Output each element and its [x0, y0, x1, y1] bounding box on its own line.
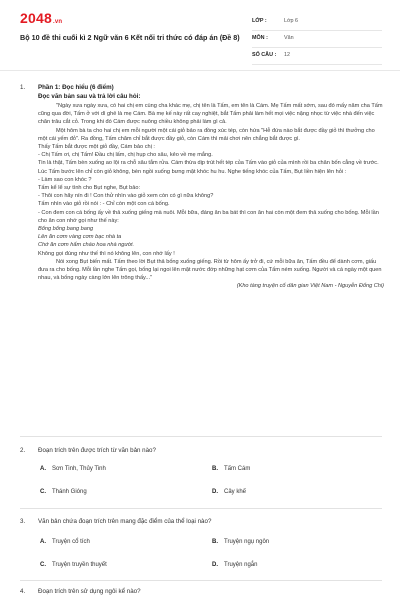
option-letter: C. — [40, 562, 46, 568]
question-text: Văn bản chứa đoạn trích trên mang đặc điểm của thể loại nào? — [38, 518, 212, 525]
passage-paragraph: Không gọi đúng như thế thì nó không lên, con nhớ lấy ! — [38, 250, 175, 257]
passage-paragraph: - Làm sao con khóc ? — [38, 176, 92, 183]
option-text: Truyện cổ tích — [52, 539, 90, 545]
option-text: Truyện ngắn — [224, 562, 258, 568]
meta-key: LỚP : — [252, 18, 267, 24]
passage-paragraph: - Con đem con cá bống ấy về thả xuống giếng mà nuôi. Mỗi bữa, đáng ăn ba bát thì con ăn hai còn một đem thả xuống cho bống. Mỗi lần cho ăn con nhớ gọi như thế này: — [38, 209, 379, 224]
answer-option-a[interactable] — [40, 539, 90, 545]
question-divider — [20, 580, 382, 581]
option-text: Tấm Cám — [224, 466, 251, 472]
option-text: Truyện ngụ ngôn — [224, 539, 270, 545]
document-title: Bộ 10 đề thi cuối kì 2 Ngữ văn 6 Kết nối tri thức có đáp án (Đề 8) — [20, 33, 240, 42]
question-number: 2. — [20, 447, 26, 454]
passage-verse: Bống bống bang bang — [38, 226, 94, 233]
passage-paragraph: - Chị Tấm ơi, chị Tấm! Đầu chị lấm, chị hụp cho sâu, kẻo về mẹ mắng. — [38, 152, 213, 159]
passage-paragraph: Một hôm bà ta cho hai chị em mỗi người một cái giỏ bảo ra đồng xúc tép, còn hứa "Hễ đứa nào bắt được đầy giỏ thì thưởng cho một cái yếm đỏ". Ra đồng, Tấm chăm chỉ bắt được đầy giỏ, còn Cám thì mải chơi nên chẳng bắt được gì. — [38, 127, 375, 142]
option-letter: A. — [40, 539, 46, 545]
answer-option-d[interactable] — [212, 489, 246, 495]
passage-paragraph: Nói xong Bụt biến mất. Tấm theo lời Bụt thả bống xuống giếng. Rồi từ hôm ấy trở đi, cứ mỗi bữa ăn, Tấm đều để dành cơm, giấu đưa ra cho bống. Mỗi lần nghe Tấm gọi, bống lại ngoi lên mặt nước đớp những hạt cơm của Tấm ném xuống. Người và cá ngày một quen nhau, và bống ngày càng lớn lên trông thấy..." — [38, 258, 382, 282]
option-text: Sơn Tinh, Thủy Tinh — [52, 466, 106, 472]
option-letter: C. — [40, 489, 46, 495]
reading-passage — [38, 102, 384, 291]
meta-value: 12 — [284, 52, 290, 58]
passage-source: (Kho tàng truyện cổ dân gian Việt Nam - Nguyễn Đổng Chi) — [236, 283, 384, 290]
passage-verse: Chớ ăn cơm hẩm cháo hoa nhà người. — [38, 242, 135, 249]
passage-paragraph: Tấm nhìn vào giỏ rồi nói : - Chỉ còn một con cá bống. — [38, 201, 170, 208]
question-number: 1. — [20, 84, 26, 91]
question-number: 3. — [20, 518, 26, 525]
passage-paragraph: - Thôi con hãy nín đi ! Con thử nhìn vào giỏ xem còn có gì nữa không? — [38, 193, 214, 200]
option-letter: D. — [212, 489, 218, 495]
reading-instruction: Đọc văn bản sau và trả lời câu hỏi: — [38, 93, 141, 100]
meta-value: Văn — [284, 35, 294, 41]
meta-value: Lớp 6 — [284, 18, 299, 24]
answer-option-d[interactable] — [212, 562, 257, 568]
meta-key: SỐ CÂU : — [252, 52, 277, 58]
answer-option-c[interactable] — [40, 489, 87, 495]
question-divider — [20, 508, 382, 509]
option-letter: B. — [212, 466, 218, 472]
option-text: Thánh Gióng — [52, 489, 87, 495]
site-logo[interactable] — [20, 10, 62, 26]
question-number: 4. — [20, 588, 26, 595]
answer-option-b[interactable] — [212, 466, 250, 472]
meta-key: MÔN : — [252, 35, 268, 41]
passage-verse: Lên ăn cơm vàng cơm bạc nhà ta — [38, 234, 122, 241]
option-text: Truyện truyền thuyết — [52, 562, 107, 568]
passage-paragraph: Tấm kể lể sự tình cho Bụt nghe, Bụt bảo: — [38, 185, 141, 192]
option-text: Cây khế — [224, 489, 247, 495]
logo-domain: .vn — [52, 19, 63, 25]
passage-paragraph: Tin là thật, Tấm bèn xuống ao lội ra chỗ sâu tắm rửa. Cám thừa dịp trút hết tép của Tấm vào giỏ của mình rồi ba chân bốn cẳng về trước. Lúc Tấm bước lên chỉ còn giỏ không, bèn ngồi xuống bưng mặt khóc hu hu. Nghe tiếng khóc của Tấm, Bụt liền hiện lên hỏi : — [38, 160, 379, 175]
question-text: Đoạn trích trên sử dụng ngôi kể nào? — [38, 588, 141, 595]
option-letter: A. — [40, 466, 46, 472]
meta-row-question-count — [252, 48, 382, 65]
passage-paragraph: "Ngày xưa ngày xưa, có hai chị em cùng cha khác mẹ, chị tên là Tấm, em tên là Cám. Mẹ Tấm mất sớm, sau đó mấy năm cha Tấm cũng qua đời, Tấm ở với dì ghẻ là mẹ Cám. Bà mẹ kế này rất cay nghiệt, bắt Tấm phải làm hết mọi việc nặng nhọc từ việc nhà đến việc chăn trâu cắt cỏ. Trong khi đó Cám được nuông chiều không phải làm gì cả. — [38, 103, 383, 126]
meta-row-subject — [252, 31, 382, 48]
meta-row-grade — [252, 14, 382, 31]
option-letter: B. — [212, 539, 218, 545]
option-letter: D. — [212, 562, 218, 568]
answer-option-c[interactable] — [40, 562, 107, 568]
passage-paragraph: Thấy Tấm bắt được một giỏ đầy, Cám bảo chị : — [38, 144, 155, 151]
header — [0, 0, 400, 68]
question-divider — [20, 436, 382, 437]
logo-number: 2048 — [20, 10, 52, 26]
header-divider — [0, 70, 400, 71]
question-text: Đoạn trích trên được trích từ văn bản nào? — [38, 447, 156, 454]
meta-table — [252, 14, 382, 65]
answer-option-b[interactable] — [212, 539, 269, 545]
part-heading: Phần 1: Đọc hiểu (6 điểm) — [38, 84, 114, 91]
answer-option-a[interactable] — [40, 466, 106, 472]
